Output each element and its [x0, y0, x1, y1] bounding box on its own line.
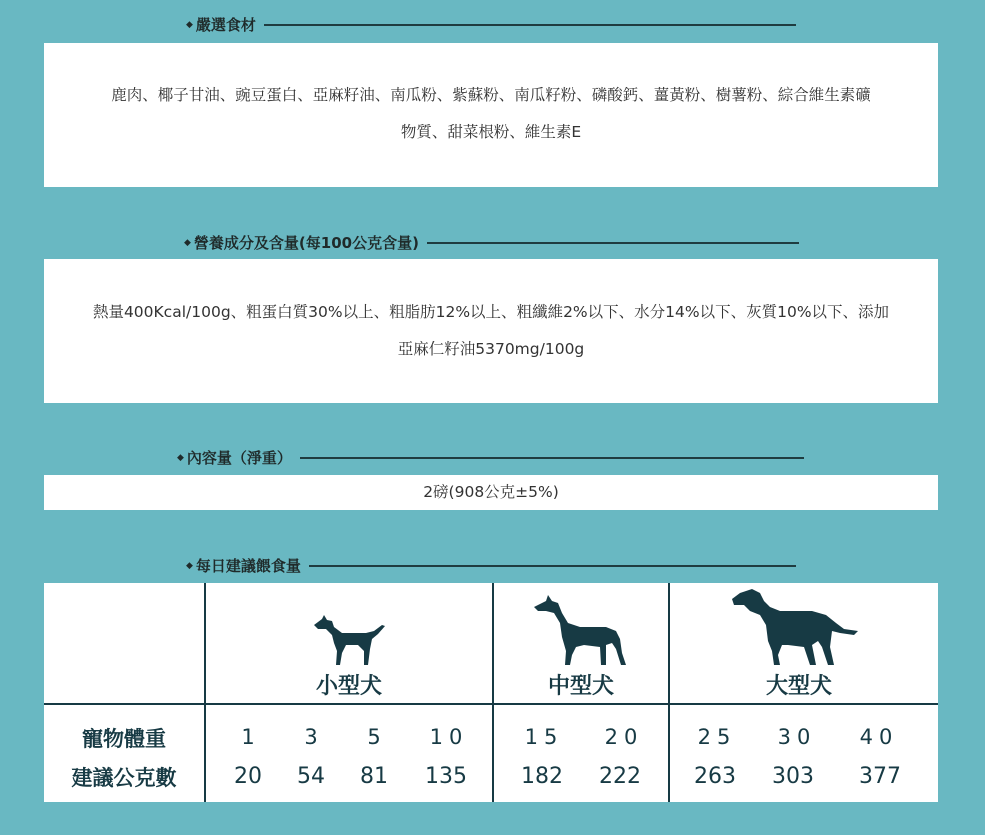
feeding-table [44, 583, 938, 802]
weight-cell: 30 [777, 725, 817, 749]
size-label-small: 小型犬 [315, 674, 383, 699]
diamond-bullet-icon: ◆ [186, 560, 193, 571]
row-label-weight: 寵物體重 [82, 727, 166, 751]
table-divider [204, 583, 206, 802]
net-weight-heading [177, 447, 804, 468]
table-divider [44, 703, 938, 705]
diamond-bullet-icon: ◆ [177, 452, 184, 463]
large-dog-icon [732, 589, 858, 667]
grams-cell: 377 [859, 764, 901, 789]
feeding-heading-text: 每日建議餵食量 [195, 557, 301, 575]
grams-cell: 182 [521, 764, 563, 789]
nutrition-line-2: 亞麻仁籽油5370mg/100g [397, 340, 585, 358]
ingredients-line-1: 鹿肉、椰子甘油、豌豆蛋白、亞麻籽油、南瓜粉、紫蘇粉、南瓜籽粉、磷酸鈣、薑黃粉、樹薯粉、綜合維生素礦 [111, 86, 871, 104]
weight-cell: 20 [604, 725, 644, 749]
weight-cell: 25 [697, 725, 737, 749]
grams-cell: 20 [234, 764, 262, 789]
heading-rule [427, 242, 799, 244]
grams-cell: 222 [599, 764, 641, 789]
weight-cell: 10 [429, 725, 469, 749]
weight-cell: 3 [304, 725, 324, 749]
ingredients-heading [186, 14, 796, 35]
weight-cell: 15 [524, 725, 564, 749]
weight-cell: 40 [859, 725, 899, 749]
weight-cell: 1 [241, 725, 261, 749]
ingredients-box [44, 43, 938, 187]
heading-rule [309, 565, 796, 567]
nutrition-line-1: 熱量400Kcal/100g、粗蛋白質30%以上、粗脂肪12%以上、粗纖維2%以下、水分14%以下、灰質10%以下、添加 [92, 303, 890, 321]
weight-cell: 5 [367, 725, 387, 749]
table-divider [492, 583, 494, 802]
grams-cell: 303 [772, 764, 814, 789]
grams-cell: 135 [425, 764, 467, 789]
table-divider [668, 583, 670, 802]
size-label-medium: 中型犬 [547, 674, 615, 699]
nutrition-heading-text: 營養成分及含量(每100公克含量) [193, 234, 419, 252]
grams-cell: 81 [360, 764, 388, 789]
heading-rule [300, 457, 804, 459]
net-weight-value: 2磅(908公克±5%) [423, 483, 559, 501]
row-label-grams: 建議公克數 [71, 766, 177, 790]
net-weight-heading-text: 內容量（淨重） [186, 449, 292, 467]
ingredients-heading-text: 嚴選食材 [195, 16, 256, 34]
grams-cell: 54 [297, 764, 325, 789]
nutrition-heading [184, 232, 799, 253]
ingredients-line-2: 物質、甜菜根粉、維生素E [400, 123, 582, 141]
grams-cell: 263 [694, 764, 736, 789]
diamond-bullet-icon: ◆ [184, 237, 191, 248]
feeding-heading [186, 555, 796, 576]
heading-rule [264, 24, 796, 26]
diamond-bullet-icon: ◆ [186, 19, 193, 30]
nutrition-box [44, 259, 938, 403]
small-dog-icon [312, 615, 388, 667]
medium-dog-icon [534, 595, 629, 667]
size-label-large: 大型犬 [765, 674, 833, 699]
net-weight-box [44, 475, 938, 510]
